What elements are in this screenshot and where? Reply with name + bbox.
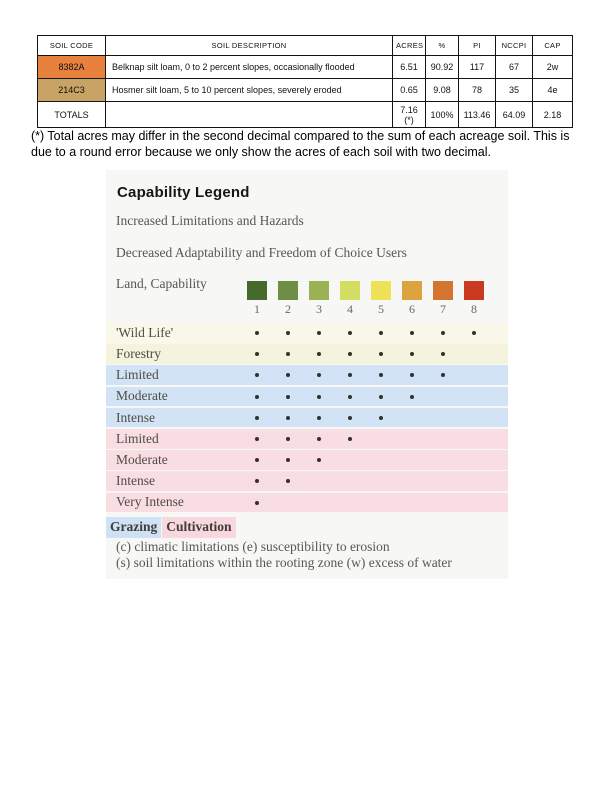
land-capability-label: Land, Capability	[116, 276, 207, 291]
capability-legend-panel	[106, 170, 508, 579]
capability-class-1-number: 1	[254, 302, 260, 316]
capability-dot	[348, 352, 352, 356]
capability-dot	[379, 373, 383, 377]
capability-dot	[317, 373, 321, 377]
pi-cell: 117	[459, 56, 496, 79]
capability-dot	[441, 373, 445, 377]
col-header-soil-code: SOIL CODE	[38, 36, 106, 56]
capability-dot	[255, 437, 259, 441]
capability-row-grazing-intense	[106, 408, 508, 428]
soil-description-cell: Hosmer silt loam, 5 to 10 percent slopes, severely eroded	[106, 79, 393, 102]
nccpi-cell: 35	[496, 79, 533, 102]
capability-row-label: Moderate	[116, 388, 168, 404]
capability-dot	[317, 458, 321, 462]
capability-row-general-forestry	[106, 344, 508, 364]
nccpi-cell: 67	[496, 56, 533, 79]
capability-dot	[286, 416, 290, 420]
capability-dot	[255, 331, 259, 335]
cap-cell: 4e	[533, 79, 573, 102]
capability-dot	[348, 395, 352, 399]
capability-class-6-number: 6	[409, 302, 415, 316]
capability-dot	[255, 395, 259, 399]
soil-code-cell: 8382A	[38, 56, 106, 79]
capability-dot	[410, 395, 414, 399]
capability-dot	[286, 352, 290, 356]
capability-dot	[317, 331, 321, 335]
soil-table	[37, 35, 573, 128]
capability-row-general-wild-life	[106, 323, 508, 343]
capability-row-cultivation-intense	[106, 471, 508, 491]
table-row-214c3	[38, 79, 573, 102]
cap-cell: 2w	[533, 56, 573, 79]
capability-dot	[472, 331, 476, 335]
totals-nccpi-cell: 64.09	[496, 102, 533, 128]
capability-dot	[348, 373, 352, 377]
totals-percent-cell: 100%	[426, 102, 459, 128]
capability-row-grazing-moderate	[106, 387, 508, 407]
capability-row-label: Limited	[116, 430, 159, 446]
totals-pi-cell: 113.46	[459, 102, 496, 128]
capability-dot	[286, 331, 290, 335]
capability-row-cultivation-limited	[106, 429, 508, 449]
pi-cell: 78	[459, 79, 496, 102]
capability-row-label: Limited	[116, 367, 159, 383]
capability-class-8-number: 8	[471, 302, 477, 316]
capability-dot	[286, 395, 290, 399]
capability-dot	[410, 331, 414, 335]
capability-row-label: Intense	[116, 473, 155, 489]
capability-dot	[286, 373, 290, 377]
capability-dot	[255, 416, 259, 420]
legend-subtitle-limitations: Increased Limitations and Hazards	[116, 213, 304, 228]
capability-dot	[286, 458, 290, 462]
acres-cell: 0.65	[393, 79, 426, 102]
legend-note-climatic: (c) climatic limitations (e) susceptibility to erosion	[116, 539, 390, 554]
totals-acres-cell: 7.16(*)	[393, 102, 426, 128]
capability-row-label: Very Intense	[116, 494, 184, 510]
col-header-soil-description: SOIL DESCRIPTION	[106, 36, 393, 56]
capability-class-3-swatch	[309, 281, 329, 300]
capability-row-label: Forestry	[116, 345, 161, 361]
capability-class-2-number: 2	[285, 302, 291, 316]
legend-title: Capability Legend	[117, 184, 250, 201]
soil-table-header-row	[38, 36, 573, 56]
capability-dot	[255, 458, 259, 462]
capability-class-4-number: 4	[347, 302, 353, 316]
col-header-nccpi: NCCPI	[496, 36, 533, 56]
capability-class-7-swatch	[433, 281, 453, 300]
legend-subtitle-adaptability: Decreased Adaptability and Freedom of Choice Users	[116, 245, 407, 260]
capability-dot	[379, 331, 383, 335]
capability-class-5-number: 5	[378, 302, 384, 316]
col-header-percent: %	[426, 36, 459, 56]
totals-label-cell: TOTALS	[38, 102, 106, 128]
capability-dot	[379, 416, 383, 420]
acres-rounding-footnote: (*) Total acres may differ in the second decimal compared to the sum of each acreage soil. This is due to a round error because we only show the acres of each soil with two decimal.	[31, 129, 570, 159]
capability-row-label: Moderate	[116, 451, 168, 467]
capability-dot	[255, 479, 259, 483]
capability-row-label: Intense	[116, 409, 155, 425]
capability-dot	[410, 373, 414, 377]
capability-dot	[379, 395, 383, 399]
capability-class-6-swatch	[402, 281, 422, 300]
capability-dot	[348, 437, 352, 441]
capability-class-3-number: 3	[316, 302, 322, 316]
totals-description-cell	[106, 102, 393, 128]
capability-dot	[286, 437, 290, 441]
capability-dot	[317, 352, 321, 356]
cultivation-key-highlight: Cultivation	[162, 517, 235, 538]
capability-class-1-swatch	[247, 281, 267, 300]
col-header-acres: ACRES	[393, 36, 426, 56]
table-row-8382a	[38, 56, 573, 79]
capability-dot	[441, 352, 445, 356]
capability-class-5-swatch	[371, 281, 391, 300]
capability-dot	[255, 373, 259, 377]
percent-cell: 9.08	[426, 79, 459, 102]
soil-code-cell: 214C3	[38, 79, 106, 102]
table-row-totals	[38, 102, 573, 128]
col-header-pi: PI	[459, 36, 496, 56]
soil-description-cell: Belknap silt loam, 0 to 2 percent slopes, occasionally flooded	[106, 56, 393, 79]
capability-class-2-swatch	[278, 281, 298, 300]
col-header-cap: CAP	[533, 36, 573, 56]
acres-cell: 6.51	[393, 56, 426, 79]
percent-cell: 90.92	[426, 56, 459, 79]
capability-dot	[255, 352, 259, 356]
grazing-key-highlight: Grazing	[106, 517, 161, 538]
capability-row-grazing-limited	[106, 365, 508, 385]
capability-dot	[348, 416, 352, 420]
totals-cap-cell: 2.18	[533, 102, 573, 128]
capability-row-label: 'Wild Life'	[116, 324, 174, 340]
capability-dot	[255, 501, 259, 505]
capability-class-8-swatch	[464, 281, 484, 300]
capability-class-4-swatch	[340, 281, 360, 300]
capability-dot	[317, 416, 321, 420]
capability-dot	[286, 479, 290, 483]
capability-dot	[410, 352, 414, 356]
capability-dot	[317, 437, 321, 441]
capability-class-7-number: 7	[440, 302, 446, 316]
capability-dot	[317, 395, 321, 399]
capability-dot	[441, 331, 445, 335]
category-keys	[106, 517, 237, 538]
legend-note-soil: (s) soil limitations within the rooting zone (w) excess of water	[116, 555, 452, 570]
capability-row-cultivation-very-intense	[106, 493, 508, 513]
capability-dot	[379, 352, 383, 356]
capability-row-cultivation-moderate	[106, 450, 508, 470]
capability-dot	[348, 331, 352, 335]
